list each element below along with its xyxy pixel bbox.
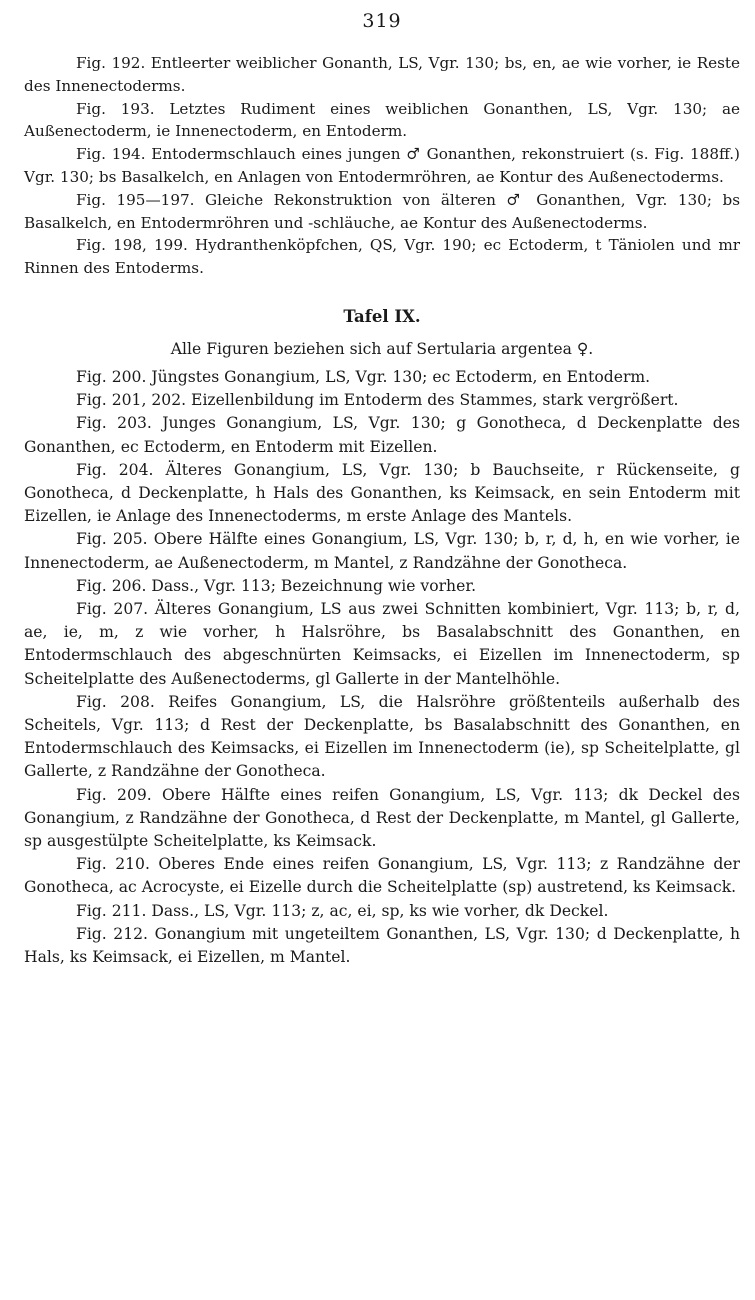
caption-fig-212: Fig. 212. Gonangium mit ungeteiltem Gonanthen, LS, Vgr. 130; d Deckenplatte, h Hals, ks Keimsack, ei Eizellen, m Mantel. xyxy=(24,924,740,967)
section-heading: Tafel IX. xyxy=(343,306,421,326)
caption-fig-195-197: Fig. 195—197. Gleiche Rekonstruktion von älteren ♂ Gonanthen, Vgr. 130; bs Basalkelch, en Entodermröhren und -schläuche, ae Kontur des Außenectoderms. xyxy=(24,190,740,232)
caption-fig-201-202: Fig. 201, 202. Eizellenbildung im Entoderm des Stammes, stark vergrößert. xyxy=(76,391,679,410)
caption-fig-192: Fig. 192. Entleerter weiblicher Gonanth, LS, Vgr. 130; bs, en, ae wie vorher, ie Reste des Innenectoderms. xyxy=(24,54,740,95)
caption-fig-206: Fig. 206. Dass., Vgr. 113; Bezeichnung wie vorher. xyxy=(76,576,477,595)
caption-fig-210: Fig. 210. Oberes Ende eines reifen Gonangium, LS, Vgr. 113; z Randzähne der Gonotheca, ac Acrocyste, ei Eizelle durch die Scheitelplatte (sp) austretend, ks Keimsack. xyxy=(24,855,740,897)
section-intro: Alle Figuren beziehen sich auf Sertularia argentea ♀. xyxy=(170,339,594,358)
caption-fig-209: Fig. 209. Obere Hälfte eines reifen Gonangium, LS, Vgr. 113; dk Deckel des Gonangium, z Randzähne der Gonotheca, d Rest der Deckenplatte, m Mantel, gl Gallerte, sp ausgestülpte Scheitelplatte, ks Keimsack. xyxy=(24,785,740,851)
caption-fig-208: Fig. 208. Reifes Gonangium, LS, die Halsröhre größtenteils außerhalb des Scheitels, Vgr. 113; d Rest der Deckenplatte, bs Basalabschnitt des Gonanthen, en Entodermschlauch des Keimsacks, ei Eizellen im Innenectoderm (ie), sp Scheitelplatte, gl Gallerte, z Randzähne der Gonotheca. xyxy=(24,692,740,781)
caption-fig-204: Fig. 204. Älteres Gonangium, LS, Vgr. 130; b Bauchseite, r Rückenseite, g Gonotheca, d Deckenplatte, h Hals des Gonanthen, ks Keimsack, en sein Entoderm mit Eizellen, ie Anlage des Innenectoderms, m erste Anlage des Mantels. xyxy=(24,460,740,526)
document-page xyxy=(24,8,740,969)
caption-fig-211: Fig. 211. Dass., LS, Vgr. 113; z, ac, ei, sp, ks wie vorher, dk Deckel. xyxy=(76,901,609,920)
page-number: 319 xyxy=(362,10,402,32)
caption-fig-200: Fig. 200. Jüngstes Gonangium, LS, Vgr. 130; ec Ectoderm, en Entoderm. xyxy=(76,367,651,386)
caption-fig-205: Fig. 205. Obere Hälfte eines Gonangium, LS, Vgr. 130; b, r, d, h, en wie vorher, ie Innenectoderm, ae Außenectoderm, m Mantel, z Randzähne der Gonotheca. xyxy=(24,530,740,572)
caption-fig-203: Fig. 203. Junges Gonangium, LS, Vgr. 130; g Gonotheca, d Deckenplatte des Gonanthen, ec Ectoderm, en Entoderm mit Eizellen. xyxy=(24,414,740,456)
caption-fig-194: Fig. 194. Entodermschlauch eines jungen ♂ Gonanthen, rekonstruiert (s. Fig. 188ff.) Vgr. 130; bs Basalkelch, en Anlagen von Entodermröhren, ae Kontur des Außenectoderms. xyxy=(24,145,740,186)
caption-fig-198-199: Fig. 198, 199. Hydranthenköpfchen, QS, Vgr. 190; ec Ectoderm, t Täniolen und mr Rinnen des Entoderms. xyxy=(24,236,740,278)
figure-captions-tafel-ix xyxy=(24,366,740,969)
caption-fig-207: Fig. 207. Älteres Gonangium, LS aus zwei Schnitten kombiniert, Vgr. 113; b, r, d, ae, ie, m, z wie vorher, h Halsröhre, bs Basalabschnitt des Gonanthen, en Entodermschlauch des abgeschnürten Keimsacks, ei Eizellen im Innenectoderm, sp Scheitelplatte des Außenectoderms, gl Gallerte in der Mantelhöhle. xyxy=(24,600,740,688)
figure-captions-tafel-viii xyxy=(24,52,740,280)
caption-fig-193: Fig. 193. Letztes Rudiment eines weiblichen Gonanthen, LS, Vgr. 130; ae Außenectoderm, ie Innenectoderm, en Entoderm. xyxy=(24,99,740,141)
